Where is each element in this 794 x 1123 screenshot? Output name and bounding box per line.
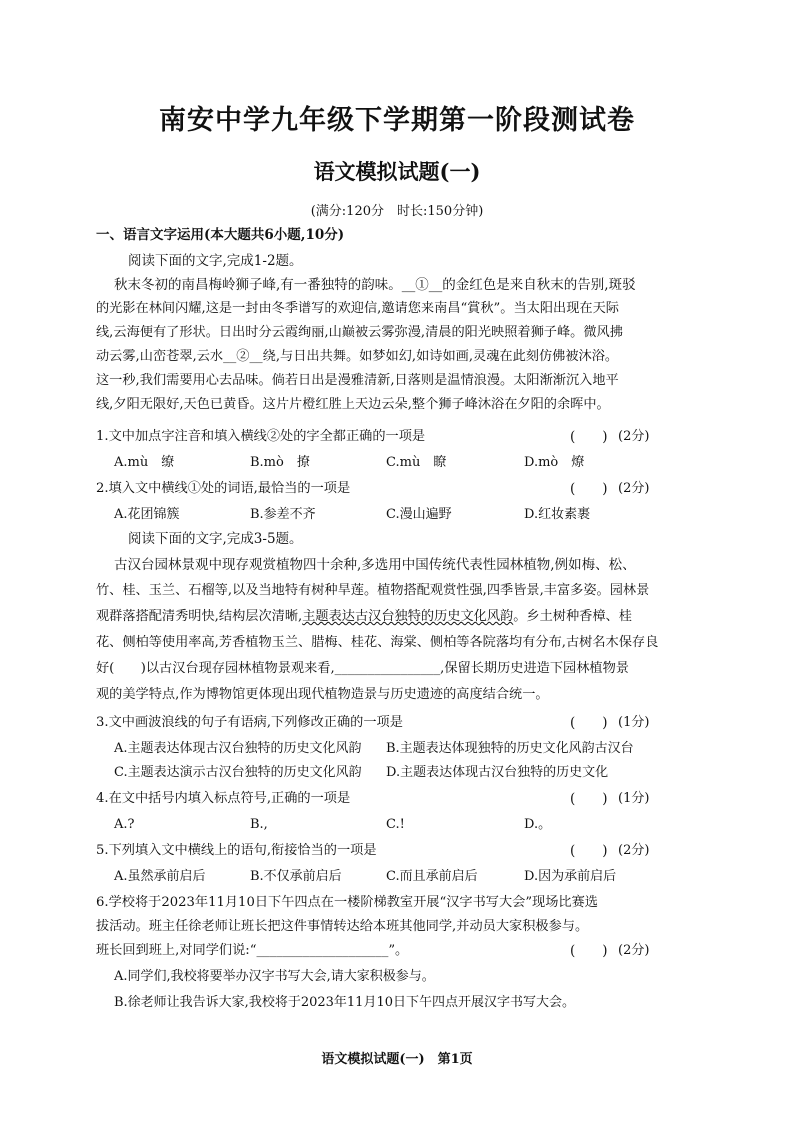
question-6-line: 班长回到班上,对同学们说:“____________________”。 bbox=[96, 943, 409, 958]
option: A.? bbox=[114, 817, 135, 832]
option: C.漫山遍野 bbox=[386, 507, 452, 522]
page-footer: 语文模拟试题(一) 第1页 bbox=[321, 1052, 473, 1067]
score: (1分) bbox=[618, 791, 650, 806]
passage1-line: 线,云海便有了形状。日出时分云霞绚丽,山巅被云雾弥漫,清晨的阳光映照着狮子峰。微风拂 bbox=[96, 325, 623, 340]
option: A.主题表达体现古汉台独特的历史文化风韵 bbox=[114, 741, 362, 756]
question-4-stem: 4.在文中括号内填入标点符号,正确的一项是 bbox=[96, 791, 351, 806]
passage2-line: 花、侧柏等使用率高,芳香植物玉兰、腊梅、桂花、海棠、侧柏等各院落均有分布,古树名木保存良 bbox=[96, 635, 659, 650]
page-subtitle: 语文模拟试题(一) bbox=[313, 159, 481, 184]
option: C.而且承前启后 bbox=[386, 869, 478, 884]
option: D.。 bbox=[524, 817, 552, 832]
option: C.mù 瞭 bbox=[386, 455, 447, 470]
score: (1分) bbox=[618, 715, 650, 730]
option: A.花团锦簇 bbox=[114, 507, 180, 522]
option: A.同学们,我校将要举办汉字书写大会,请大家积极参与。 bbox=[114, 969, 435, 984]
reading-intro-1: 阅读下面的文字,完成1-2题。 bbox=[128, 253, 303, 269]
fill-blank: ________________ bbox=[334, 661, 441, 676]
section-heading: 一、语言文字运用(本大题共6小题,10分) bbox=[96, 227, 345, 243]
option: D.红妆素裹 bbox=[524, 507, 591, 522]
option: D.因为承前启后 bbox=[524, 869, 617, 884]
passage1-line: 的光影在林间闪耀,这是一封由冬季谱写的欢迎信,邀请您来南昌“賞秋”。当太阳出现在天际 bbox=[96, 301, 619, 316]
passage2-line: 观群落搭配清秀明快,结构层次清晰,主题表达古汉台独特的历史文化风韵。乡土树种香樟、桂 bbox=[96, 609, 632, 624]
question-6-line: 6.学校将于2023年11月10日下午四点在一楼阶梯教室开展“汉字书写大会”现场比赛选 bbox=[96, 895, 598, 910]
passage2-line: 竹、桂、玉兰、石榴等,以及当地特有树种旱莲。植物搭配观赏性强,四季皆景,丰富多姿。园林景 bbox=[96, 583, 650, 598]
option: D.mò 燎 bbox=[524, 455, 585, 470]
option: C.! bbox=[386, 817, 405, 832]
passage1-line: 秋末冬初的南昌梅岭狮子峰,有一番独特的韵味。__①__的金红色是来自秋末的告别,斑驳 bbox=[114, 277, 636, 293]
answer-paren: ( ) bbox=[570, 481, 608, 497]
option: B., bbox=[250, 817, 268, 832]
option: B.mò 撩 bbox=[250, 455, 310, 470]
option: B.不仅承前启后 bbox=[250, 869, 342, 884]
passage2-line: 古汉台园林景观中现存观赏植物四十余种,多选用中国传统代表性园林植物,例如梅、松、 bbox=[114, 557, 636, 573]
score: (2分) bbox=[618, 943, 650, 958]
passage2-line: 观的美学特点,作为博物馆更体现出现代植物造景与历史遗迹的高度结合统一。 bbox=[96, 687, 549, 702]
exam-meta: (满分:120分 时长:150分钟) bbox=[310, 204, 484, 219]
question-6-line: 拔活动。班主任徐老师让班长把这件事情转达给本班其他同学,并动员大家积极参与。 bbox=[96, 919, 589, 934]
option: B.主题表达体现独特的历史文化风韵古汉台 bbox=[386, 741, 634, 756]
wavy-underlined-sentence: 主题表达古汉台独特的历史文化风韵 bbox=[302, 609, 514, 624]
reading-intro-2: 阅读下面的文字,完成3-5题。 bbox=[128, 531, 303, 547]
option: B.参差不齐 bbox=[250, 507, 316, 522]
answer-paren: ( ) bbox=[570, 843, 608, 859]
score: (2分) bbox=[618, 481, 650, 496]
question-2-stem: 2.填入文中横线①处的词语,最恰当的一项是 bbox=[96, 481, 351, 496]
passage2-line: 好( )以古汉台现存园林植物景观来看,________________,保留长期历史进造下园林植物景 bbox=[96, 661, 629, 676]
option: B.徐老师让我告诉大家,我校将于2023年11月10日下午四点开展汉字书写大会。 bbox=[114, 995, 575, 1010]
answer-paren: ( ) bbox=[570, 715, 608, 731]
score: (2分) bbox=[618, 429, 650, 444]
answer-paren: ( ) bbox=[570, 943, 608, 959]
passage1-line: 动云雾,山峦苍翠,云水__②__绕,与日出共舞。如梦如幻,如诗如画,灵魂在此刻仿佛被沐浴。 bbox=[96, 349, 619, 364]
passage1-line: 线,夕阳无限好,天色已黄昏。这片片橙红胜上天边云朵,整个狮子峰沐浴在夕阳的余晖中。 bbox=[96, 397, 610, 412]
question-1-stem: 1.文中加点字注音和填入横线②处的字全都正确的一项是 bbox=[96, 429, 426, 444]
score: (2分) bbox=[618, 843, 650, 858]
question-5-stem: 5.下列填入文中横线上的语句,衔接恰当的一项是 bbox=[96, 843, 377, 858]
question-3-stem: 3.文中画波浪线的句子有语病,下列修改正确的一项是 bbox=[96, 715, 403, 730]
option: A.虽然承前启后 bbox=[114, 869, 206, 884]
passage1-line: 这一秒,我们需要用心去品味。倘若日出是漫雅清新,日落则是温情浪漫。太阳渐渐沉入地平 bbox=[96, 373, 619, 388]
option: D.主题表达体现古汉台独特的历史文化 bbox=[386, 765, 609, 780]
option: A.mù 缭 bbox=[114, 455, 175, 470]
answer-paren: ( ) bbox=[570, 429, 608, 445]
option: C.主题表达演示古汉台独特的历史文化风韵 bbox=[114, 765, 362, 780]
page-title: 南安中学九年级下学期第一阶段测试卷 bbox=[159, 105, 635, 136]
answer-paren: ( ) bbox=[570, 791, 608, 807]
